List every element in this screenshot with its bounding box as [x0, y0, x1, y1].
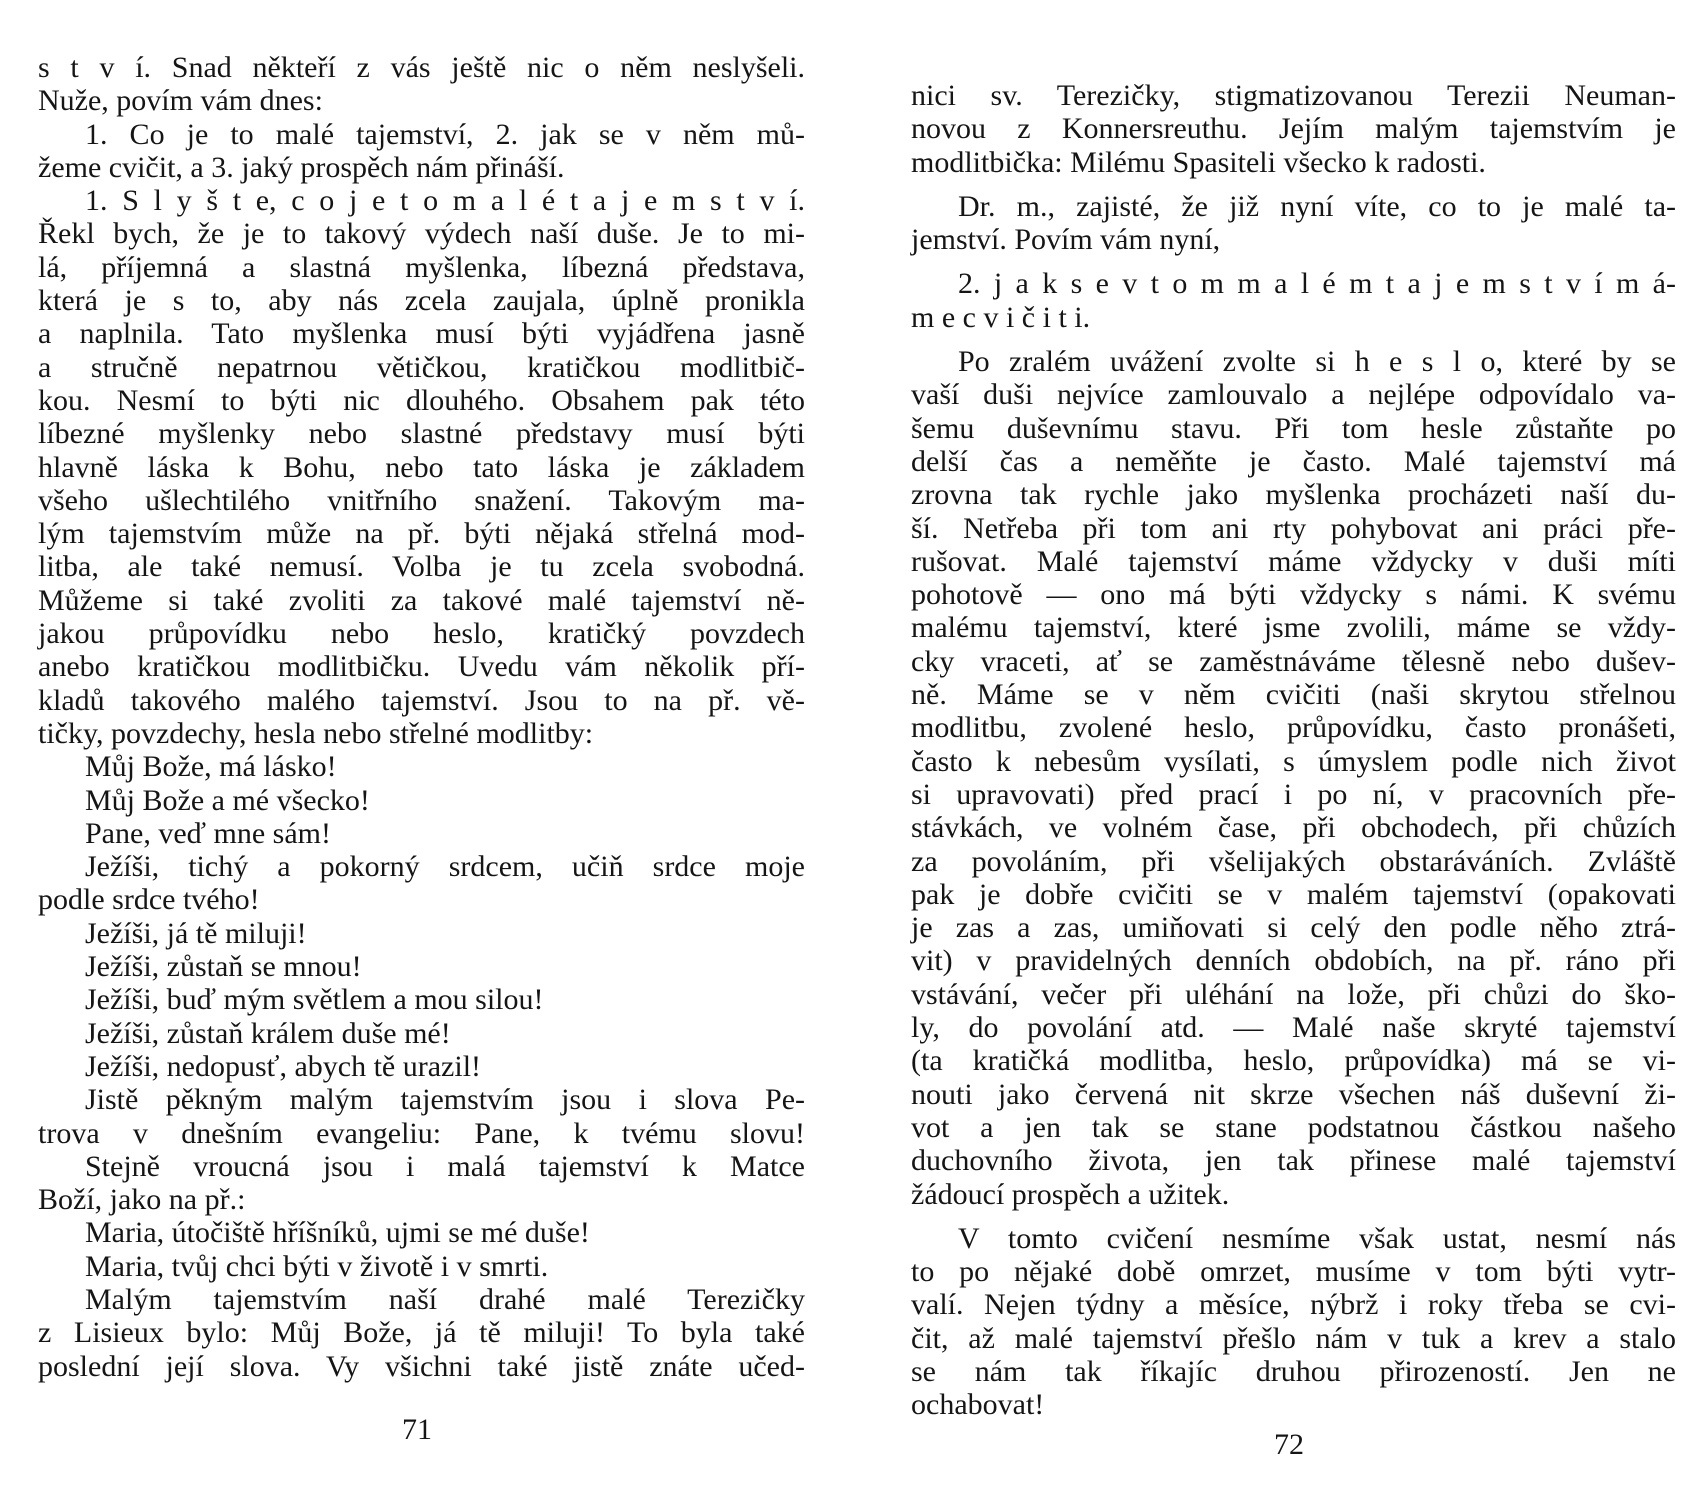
text-line: Dr. m., zajisté, že již nyní víte, co to je malé ta-: [958, 189, 1676, 223]
text-line: Ježíši, buď mým světlem a mou silou!: [85, 983, 544, 1017]
text-line: stávkách, ve volném čase, při obchodech, při chůzích: [911, 811, 1676, 845]
text-line: (ta kratičká modlitba, heslo, průpovídka) má se vi-: [911, 1044, 1676, 1078]
text-line: nici sv. Terezičky, stigmatizovanou Terezii Neuman-: [911, 79, 1676, 112]
text-line: žeme cvičit, a 3. jaký prospěch nám přináší.: [38, 150, 565, 184]
text-line: cky vraceti, ať se zaměstnáváme tělesně nebo dušev-: [911, 644, 1676, 678]
text-line: modlitbička: Milému Spasiteli všecko k radosti.: [911, 145, 1486, 179]
text-line: šemu duševnímu stavu. Při tom hesle zůstaňte po: [911, 411, 1676, 445]
text-line: malému tajemství, které jsme zvolili, máme se vždy-: [911, 611, 1676, 645]
text-line: vot a jen tak se stane podstatnou částkou našeho: [911, 1110, 1676, 1144]
text-line: často k nebesům vysílati, s úmyslem podle nich život: [911, 744, 1676, 778]
text-line: vaší duši nejvíce zamlouvalo a nejlépe odpovídalo va-: [911, 378, 1676, 412]
text-line: Řekl bych, že je to takový výdech naší duše. Je to mi-: [38, 217, 805, 251]
text-line: lá, příjemná a slastná myšlenka, líbezná představa,: [38, 250, 805, 284]
text-line: vstávání, večer při uléhání na lože, při chůzi do ško-: [911, 977, 1676, 1011]
text-line: trova v dnešním evangeliu: Pane, k tvému slovu!: [38, 1116, 805, 1150]
text-line: Můj Bože a mé všecko!: [85, 783, 370, 817]
page-number-left: 71: [402, 1413, 432, 1446]
text-line: která je s to, aby nás zcela zaujala, úplně pronikla: [38, 284, 805, 318]
text-line: ně. Máme se v něm cvičiti (naši skrytou střelnou: [911, 678, 1676, 712]
text-line: žádoucí prospěch a užitek.: [911, 1177, 1230, 1211]
text-line: a stručně nepatrnou větičkou, kratičkou modlitbič-: [38, 350, 805, 384]
text-line: pohotově — ono má býti vždycky s námi. K svému: [911, 578, 1676, 612]
text-line: V tomto cvičení nesmíme však ustat, nesmí nás: [958, 1221, 1676, 1255]
text-line: valí. Nejen týdny a měsíce, nýbrž i roky třeba se cvi-: [911, 1288, 1676, 1322]
text-line: jakou průpovídku nebo heslo, kratičký povzdech: [38, 617, 805, 651]
text-line: Maria, útočiště hříšníků, ujmi se mé duše!: [85, 1216, 590, 1250]
page-number-right: 72: [1274, 1428, 1304, 1461]
text-line: ochabovat!: [911, 1388, 1045, 1422]
text-line: novou z Konnersreuthu. Jejím malým tajemstvím je: [911, 112, 1676, 146]
text-line: Pane, veď mne sám!: [85, 816, 331, 850]
text-line: nouti jako červená nit skrze všechen náš duševní ži-: [911, 1077, 1676, 1111]
text-line: poslední její slova. Vy všichni také jistě znáte učed-: [38, 1349, 805, 1383]
text-line: Můžeme si také zvoliti za takové malé tajemství ně-: [38, 583, 805, 617]
text-line: litba, ale také nemusí. Volba je tu zcela svobodná.: [38, 550, 805, 584]
text-line: kou. Nesmí to býti nic dlouhého. Obsahem pak této: [38, 383, 805, 417]
text-line: ly, do povolání atd. — Malé naše skryté tajemství: [911, 1011, 1676, 1045]
text-line: Ježíši, zůstaň králem duše mé!: [85, 1016, 451, 1050]
text-line: líbezné myšlenky nebo slastné představy musí býti: [38, 417, 805, 451]
text-line: všeho ušlechtilého vnitřního snažení. Takovým ma-: [38, 483, 805, 517]
text-line: a naplnila. Tato myšlenka musí býti vyjádřena jasně: [38, 317, 805, 351]
text-line: anebo kratičkou modlitbičku. Uvedu vám několik pří-: [38, 650, 805, 684]
text-line: jemství. Povím vám nyní,: [911, 223, 1221, 257]
text-line: delší čas a neměňte je často. Malé tajemství má: [911, 444, 1676, 478]
text-line: 1. S l y š t e, c o j e t o m a l é t a j e m s t v í.: [85, 184, 805, 218]
text-line: za povoláním, při všelijakých obstaráváních. Zvláště: [911, 844, 1676, 878]
text-line: čit, až malé tajemství přešlo nám v tuk a krev a stalo: [911, 1321, 1676, 1355]
text-line: 2. j a k s e v t o m m a l é m t a j e m s t v í m á-: [958, 267, 1676, 301]
text-line: z Lisieux bylo: Můj Bože, já tě miluji! To byla také: [38, 1316, 805, 1350]
text-line: pak je dobře cvičiti se v malém tajemství (opakovati: [911, 877, 1676, 911]
text-line: se nám tak říkajíc druhou přirozeností. Jen ne: [911, 1354, 1676, 1388]
text-line: kladů takového malého tajemství. Jsou to na př. vě-: [38, 683, 805, 717]
text-line: zrovna tak rychle jako myšlenka procházeti naší du-: [911, 478, 1676, 512]
text-line: rušovat. Malé tajemství máme vždycky v duši míti: [911, 544, 1676, 578]
text-line: Ježíši, zůstaň se mnou!: [85, 950, 362, 984]
text-line: Po zralém uvážení zvolte si h e s l o, které by se: [958, 345, 1676, 379]
text-line: Nuže, povím vám dnes:: [38, 84, 323, 118]
text-line: to po nějaké době omrzet, musíme v tom býti vytr-: [911, 1255, 1676, 1289]
text-line: modlitbu, zvolené heslo, průpovídku, často pronášeti,: [911, 711, 1676, 745]
text-line: Ježíši, já tě miluji!: [85, 916, 307, 950]
text-line: duchovního života, jen tak přinese malé tajemství: [911, 1144, 1676, 1178]
text-line: tičky, povzdechy, hesla nebo střelné modlitby:: [38, 716, 594, 750]
text-line: s t v í. Snad někteří z vás ještě nic o něm neslyšeli.: [38, 51, 805, 84]
text-line: Můj Bože, má lásko!: [85, 750, 337, 784]
page-71-text: [38, 51, 805, 1383]
text-line: hlavně láska k Bohu, nebo tato láska je základem: [38, 450, 805, 484]
text-line: lým tajemstvím může na př. býti nějaká střelná mod-: [38, 517, 805, 551]
text-line: Ježíši, tichý a pokorný srdcem, učiň srdce moje: [85, 850, 805, 884]
text-line: Ježíši, nedopusť, abych tě urazil!: [85, 1049, 482, 1083]
text-line: 1. Co je to malé tajemství, 2. jak se v něm mů-: [85, 117, 805, 151]
text-line: m e c v i č i t i.: [911, 300, 1091, 334]
text-line: Malým tajemstvím naší drahé malé Terezičky: [85, 1282, 805, 1316]
text-line: Maria, tvůj chci býti v životě i v smrti.: [85, 1249, 549, 1283]
text-line: je zas a zas, umiňovati si celý den podle něho ztrá-: [911, 911, 1676, 945]
text-line: si upravovati) před prací i po ní, v pracovních pře-: [911, 777, 1676, 811]
page-72-text: [911, 79, 1676, 1422]
text-line: vit) v pravidelných denních obdobích, na př. ráno při: [911, 944, 1676, 978]
text-line: podle srdce tvého!: [38, 883, 260, 917]
text-line: Boží, jako na př.:: [38, 1183, 246, 1217]
text-line: Stejně vroucná jsou i malá tajemství k Matce: [85, 1149, 805, 1183]
text-line: Jistě pěkným malým tajemstvím jsou i slova Pe-: [85, 1083, 805, 1117]
text-line: ší. Netřeba při tom ani rty pohybovat ani práci pře-: [911, 511, 1676, 545]
